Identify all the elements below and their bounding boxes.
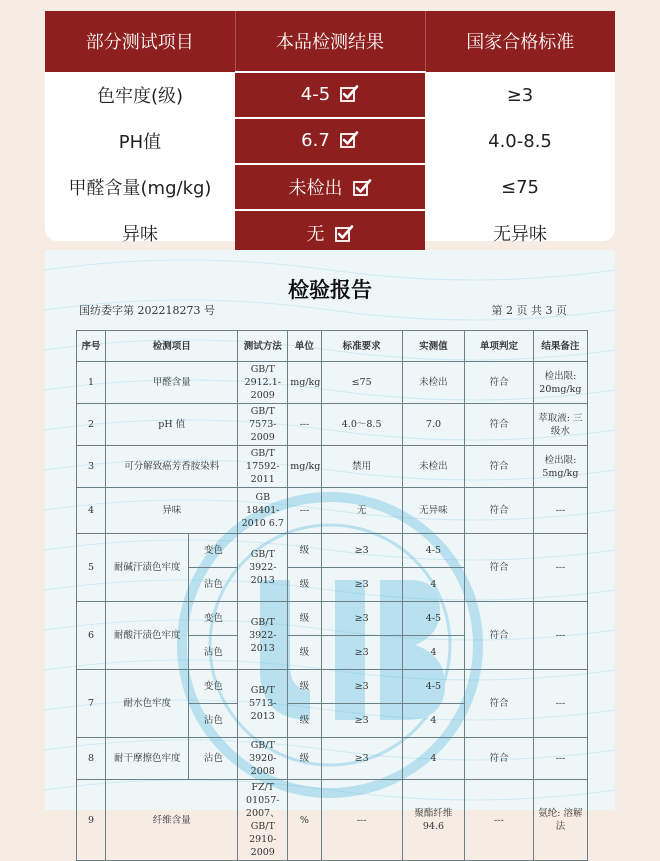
report-header-note: 结果备注 [533, 331, 587, 362]
summary-header-row [45, 11, 615, 72]
report-header-item: 检测项目 [106, 331, 238, 362]
row-value: 4 [402, 738, 464, 780]
row-unit: 级 [288, 602, 321, 636]
row-unit: mg/kg [288, 362, 321, 404]
summary-row [45, 72, 615, 118]
table-row [77, 446, 588, 488]
summary-item: 甲醛含量(mg/kg) [45, 164, 235, 210]
row-note: --- [533, 534, 587, 602]
summary-header-item: 部分测试项目 [45, 11, 235, 72]
summary-row [45, 210, 615, 255]
row-note: 萃取液: 三级水 [533, 404, 587, 446]
table-row [77, 780, 588, 861]
summary-header-standard: 国家合格标准 [425, 11, 615, 72]
row-item: pH 值 [106, 404, 238, 446]
summary-item: PH值 [45, 118, 235, 164]
row-unit: mg/kg [288, 446, 321, 488]
row-req: ≥3 [321, 738, 402, 780]
row-value: 无异味 [402, 488, 464, 534]
row-value: 4-5 [402, 534, 464, 568]
row-sub-item: 变色 [189, 534, 238, 568]
row-req: ≥3 [321, 534, 402, 568]
row-value: 未检出 [402, 446, 464, 488]
row-sub-item: 沾色 [189, 704, 238, 738]
table-row [77, 738, 588, 780]
row-sub-item: 变色 [189, 670, 238, 704]
row-note: 氨纶: 溶解法 [533, 780, 587, 861]
row-unit: --- [288, 404, 321, 446]
row-req: ≥3 [321, 602, 402, 636]
summary-result: 6.7 [301, 129, 330, 151]
row-req: ≥3 [321, 636, 402, 670]
summary-header-result: 本品检测结果 [235, 11, 425, 72]
summary-item: 异味 [45, 210, 235, 255]
row-method: GB/T 3920-2008 [238, 738, 288, 780]
row-note: 检出限: 5mg/kg [533, 446, 587, 488]
row-value: 4 [402, 636, 464, 670]
table-row [77, 534, 588, 568]
summary-result: 4-5 [300, 83, 331, 105]
report-page-info: 第 2 页 共 3 页 [491, 304, 567, 317]
row-no: 1 [77, 362, 106, 404]
row-value: 4-5 [402, 602, 464, 636]
test-summary-table [45, 11, 615, 255]
row-value: 7.0 [402, 404, 464, 446]
row-req: 4.0～8.5 [321, 404, 402, 446]
row-sub-item: 变色 [189, 602, 238, 636]
summary-result: 无 [306, 223, 325, 245]
row-unit: 级 [288, 704, 321, 738]
row-sub-item: 沾色 [189, 568, 238, 602]
row-note: --- [533, 670, 587, 738]
row-item: 耐碱汗渍色牢度 [106, 534, 189, 602]
row-verdict: --- [465, 780, 534, 861]
row-no: 4 [77, 488, 106, 534]
report-number: 国纺委字第 202218273 号 [79, 304, 215, 317]
summary-standard: 4.0-8.5 [425, 118, 615, 164]
row-item: 耐酸汗渍色牢度 [106, 602, 189, 670]
table-row [77, 488, 588, 534]
report-header-verdict: 单项判定 [465, 331, 534, 362]
row-unit: 级 [288, 738, 321, 780]
row-verdict: 符合 [465, 738, 534, 780]
row-method: GB/T 3922-2013 [238, 602, 288, 670]
row-value: 4 [402, 704, 464, 738]
row-req: ≤75 [321, 362, 402, 404]
inspection-report [45, 250, 615, 858]
report-header-method: 测试方法 [238, 331, 288, 362]
row-note: --- [533, 488, 587, 534]
checkbox-check-icon [335, 225, 354, 247]
row-unit: 级 [288, 534, 321, 568]
row-item: 纤维含量 [106, 780, 238, 861]
summary-result: 未检出 [288, 177, 343, 199]
row-req: ≥3 [321, 704, 402, 738]
row-verdict: 符合 [465, 670, 534, 738]
row-no: 8 [77, 738, 106, 780]
row-verdict: 符合 [465, 362, 534, 404]
report-header-req: 标准要求 [321, 331, 402, 362]
summary-row [45, 118, 615, 164]
row-item: 耐干摩擦色牢度 [106, 738, 189, 780]
row-no: 7 [77, 670, 106, 738]
row-item: 可分解致癌芳香胺染料 [106, 446, 238, 488]
row-value: 4 [402, 568, 464, 602]
row-item: 甲醛含量 [106, 362, 238, 404]
row-method: FZ/T 01057-2007、GB/T 2910-2009 [238, 780, 288, 861]
summary-row [45, 164, 615, 210]
row-method: GB/T 17592-2011 [238, 446, 288, 488]
row-unit: 级 [288, 568, 321, 602]
row-no: 6 [77, 602, 106, 670]
row-verdict: 符合 [465, 602, 534, 670]
report-table [76, 330, 588, 861]
row-item: 异味 [106, 488, 238, 534]
row-no: 2 [77, 404, 106, 446]
row-no: 3 [77, 446, 106, 488]
row-method: GB/T 5713-2013 [238, 670, 288, 738]
table-row [77, 404, 588, 446]
summary-result-cell [235, 118, 425, 164]
row-req: 无 [321, 488, 402, 534]
summary-result-cell [235, 210, 425, 255]
table-row [77, 602, 588, 636]
checkbox-check-icon [340, 131, 359, 153]
checkbox-check-icon [340, 85, 359, 107]
row-sub-item: 沾色 [189, 636, 238, 670]
summary-result-cell [235, 72, 425, 118]
report-header-value: 实测值 [402, 331, 464, 362]
row-verdict: 符合 [465, 404, 534, 446]
row-sub-item: 沾色 [189, 738, 238, 780]
row-value: 聚酯纤维 94.6 [402, 780, 464, 861]
report-title: 检验报告 [288, 277, 372, 302]
row-unit: 级 [288, 670, 321, 704]
test-summary-card [45, 11, 615, 245]
summary-standard: ≥3 [425, 72, 615, 118]
row-note: --- [533, 602, 587, 670]
checkbox-check-icon [353, 179, 372, 201]
row-value: 4-5 [402, 670, 464, 704]
row-unit: 级 [288, 636, 321, 670]
summary-item: 色牢度(级) [45, 72, 235, 118]
row-unit: --- [288, 488, 321, 534]
row-verdict: 符合 [465, 446, 534, 488]
row-verdict: 符合 [465, 488, 534, 534]
row-note: 检出限: 20mg/kg [533, 362, 587, 404]
row-req: ≥3 [321, 670, 402, 704]
row-method: GB 18401-2010 6.7 [238, 488, 288, 534]
row-unit: % [288, 780, 321, 861]
row-method: GB/T 2912.1-2009 [238, 362, 288, 404]
table-row [77, 362, 588, 404]
report-header-unit: 单位 [288, 331, 321, 362]
summary-result-cell [235, 164, 425, 210]
report-header-no: 序号 [77, 331, 106, 362]
row-req: 禁用 [321, 446, 402, 488]
row-item: 耐水色牢度 [106, 670, 189, 738]
row-no: 5 [77, 534, 106, 602]
summary-standard: ≤75 [425, 164, 615, 210]
row-note: --- [533, 738, 587, 780]
table-row [77, 670, 588, 704]
report-header-row [77, 331, 588, 362]
summary-standard: 无异味 [425, 210, 615, 255]
row-method: GB/T 7573-2009 [238, 404, 288, 446]
row-req: --- [321, 780, 402, 861]
row-value: 未检出 [402, 362, 464, 404]
row-method: GB/T 3922-2013 [238, 534, 288, 602]
row-verdict: 符合 [465, 534, 534, 602]
row-req: ≥3 [321, 568, 402, 602]
row-no: 9 [77, 780, 106, 861]
